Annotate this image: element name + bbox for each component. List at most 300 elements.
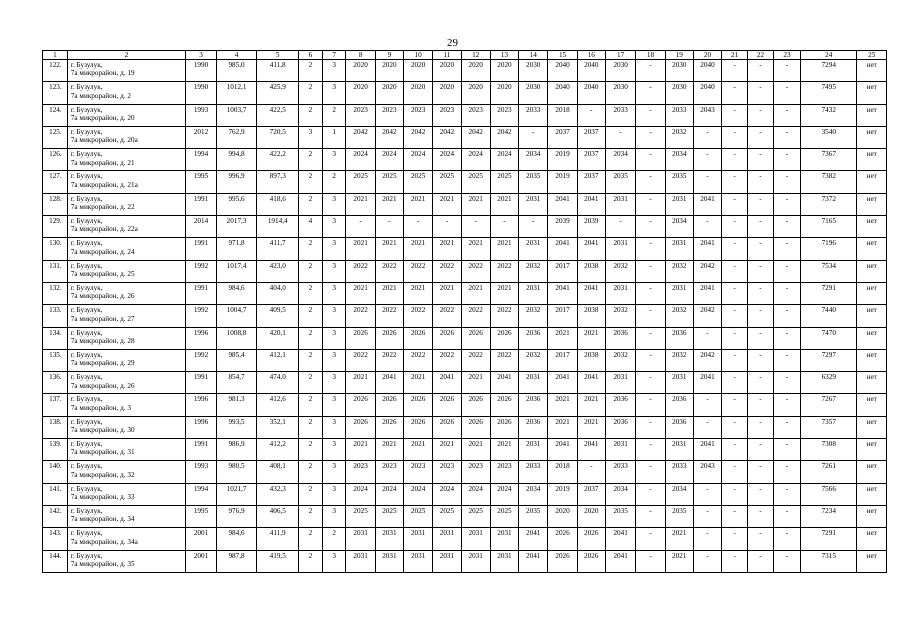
cell-col-18: - bbox=[636, 550, 665, 572]
cell-col-14: 2033 bbox=[519, 104, 548, 126]
cell-col-17: 2031 bbox=[605, 238, 635, 260]
cell-col-11: 2023 bbox=[433, 461, 461, 483]
cell-col-8: 2031 bbox=[346, 528, 375, 550]
cell-col-10: 2022 bbox=[403, 305, 432, 327]
cell-col-20: - bbox=[693, 149, 721, 171]
cell-col-9: 2024 bbox=[375, 483, 403, 505]
cell-col-21: - bbox=[722, 60, 748, 82]
cell-col-23: - bbox=[773, 238, 800, 260]
cell-col-14: 2041 bbox=[519, 528, 548, 550]
cell-col-22: - bbox=[748, 305, 774, 327]
cell-col-25: нет bbox=[857, 327, 887, 349]
cell-col-23: - bbox=[773, 461, 800, 483]
cell-col-9: 2023 bbox=[375, 461, 403, 483]
cell-col-4: 1003,7 bbox=[216, 104, 257, 126]
cell-col-5: 422,2 bbox=[257, 149, 299, 171]
cell-col-24: 7315 bbox=[801, 550, 857, 572]
cell-col-24: 6329 bbox=[801, 372, 857, 394]
cell-col-16: 2026 bbox=[577, 550, 605, 572]
cell-col-25: нет bbox=[857, 104, 887, 126]
address-street: 7а микрорайон, д. 33 bbox=[70, 493, 135, 502]
address-city: г. Бузулук, bbox=[70, 551, 103, 560]
cell-col-17: - bbox=[605, 216, 635, 238]
cell-col-6: 2 bbox=[299, 505, 323, 527]
cell-col-10: 2021 bbox=[403, 439, 432, 461]
address-city: г. Бузулук, bbox=[70, 127, 103, 136]
cell-col-5: 409,5 bbox=[257, 305, 299, 327]
address-street: 7а микрорайон, д. 26 bbox=[70, 292, 135, 301]
cell-col-15: 2041 bbox=[548, 282, 577, 304]
cell-col-6: 2 bbox=[299, 439, 323, 461]
cell-col-23: - bbox=[773, 483, 800, 505]
cell-col-5: 411,8 bbox=[257, 60, 299, 82]
cell-col-21: - bbox=[722, 126, 748, 148]
cell-col-20: 2041 bbox=[693, 193, 721, 215]
cell-col-5: 419,5 bbox=[257, 550, 299, 572]
cell-col-7: 3 bbox=[322, 483, 346, 505]
cell-col-16: 2038 bbox=[577, 349, 605, 371]
cell-col-6: 4 bbox=[299, 216, 323, 238]
cell-col-18: - bbox=[636, 171, 665, 193]
cell-col-14: 2030 bbox=[519, 82, 548, 104]
cell-col-13: 2022 bbox=[490, 349, 518, 371]
cell-col-5: 474,0 bbox=[257, 372, 299, 394]
cell-col-3: 1996 bbox=[186, 327, 216, 349]
cell-col-9: 2022 bbox=[375, 305, 403, 327]
table-row bbox=[43, 149, 887, 171]
cell-col-6: 2 bbox=[299, 238, 323, 260]
cell-col-14: 2034 bbox=[519, 483, 548, 505]
cell-col-23: - bbox=[773, 60, 800, 82]
cell-col-8: 2042 bbox=[346, 126, 375, 148]
cell-col-3: 1995 bbox=[186, 171, 216, 193]
cell-col-17: 2034 bbox=[605, 149, 635, 171]
cell-col-21: - bbox=[722, 327, 748, 349]
address-street: 7а микрорайон, д. 30 bbox=[70, 426, 135, 435]
row-number: 142. bbox=[43, 505, 68, 527]
cell-col-20: 2043 bbox=[693, 104, 721, 126]
address-cell bbox=[67, 126, 185, 148]
cell-col-14: 2032 bbox=[519, 349, 548, 371]
cell-col-20: 2041 bbox=[693, 372, 721, 394]
column-header: 5 bbox=[257, 51, 299, 60]
cell-col-24: 7297 bbox=[801, 349, 857, 371]
cell-col-5: 412,1 bbox=[257, 349, 299, 371]
cell-col-16: 2021 bbox=[577, 327, 605, 349]
cell-col-3: 1995 bbox=[186, 505, 216, 527]
cell-col-25: нет bbox=[857, 60, 887, 82]
cell-col-11: 2021 bbox=[433, 282, 461, 304]
cell-col-4: 971,8 bbox=[216, 238, 257, 260]
cell-col-15: 2017 bbox=[548, 349, 577, 371]
cell-col-24: 7308 bbox=[801, 439, 857, 461]
table-row bbox=[43, 349, 887, 371]
column-header: 21 bbox=[722, 51, 748, 60]
cell-col-25: нет bbox=[857, 505, 887, 527]
address-street: 7а микрорайон, д. 32 bbox=[70, 470, 135, 479]
cell-col-7: 3 bbox=[322, 305, 346, 327]
cell-col-10: 2026 bbox=[403, 416, 432, 438]
row-number: 127. bbox=[43, 171, 68, 193]
cell-col-9: 2021 bbox=[375, 193, 403, 215]
cell-col-19: 2034 bbox=[665, 216, 693, 238]
cell-col-10: 2021 bbox=[403, 282, 432, 304]
cell-col-12: 2021 bbox=[461, 238, 490, 260]
cell-col-14: 2031 bbox=[519, 282, 548, 304]
cell-col-9: 2026 bbox=[375, 416, 403, 438]
cell-col-8: 2026 bbox=[346, 327, 375, 349]
cell-col-25: нет bbox=[857, 126, 887, 148]
cell-col-14: 2031 bbox=[519, 193, 548, 215]
cell-col-7: 3 bbox=[322, 149, 346, 171]
cell-col-20: - bbox=[693, 216, 721, 238]
cell-col-25: нет bbox=[857, 528, 887, 550]
table-row bbox=[43, 483, 887, 505]
cell-col-13: 2025 bbox=[490, 505, 518, 527]
column-header: 23 bbox=[773, 51, 800, 60]
cell-col-12: 2021 bbox=[461, 372, 490, 394]
cell-col-3: 2012 bbox=[186, 126, 216, 148]
page-number: 29 bbox=[447, 37, 458, 49]
cell-col-22: - bbox=[748, 282, 774, 304]
cell-col-10: 2042 bbox=[403, 126, 432, 148]
cell-col-12: 2022 bbox=[461, 349, 490, 371]
cell-col-5: 720,5 bbox=[257, 126, 299, 148]
cell-col-21: - bbox=[722, 149, 748, 171]
table-row bbox=[43, 238, 887, 260]
row-number: 131. bbox=[43, 260, 68, 282]
table-row bbox=[43, 171, 887, 193]
column-header: 16 bbox=[577, 51, 605, 60]
cell-col-23: - bbox=[773, 327, 800, 349]
cell-col-24: 7291 bbox=[801, 282, 857, 304]
cell-col-7: 3 bbox=[322, 60, 346, 82]
cell-col-20: - bbox=[693, 416, 721, 438]
cell-col-4: 985,0 bbox=[216, 60, 257, 82]
row-number: 135. bbox=[43, 349, 68, 371]
cell-col-15: 2020 bbox=[548, 505, 577, 527]
cell-col-22: - bbox=[748, 216, 774, 238]
cell-col-13: 2026 bbox=[490, 394, 518, 416]
address-city: г. Бузулук, bbox=[70, 417, 103, 426]
cell-col-22: - bbox=[748, 104, 774, 126]
row-number: 139. bbox=[43, 439, 68, 461]
column-header: 12 bbox=[461, 51, 490, 60]
cell-col-14: 2035 bbox=[519, 505, 548, 527]
cell-col-12: 2031 bbox=[461, 528, 490, 550]
cell-col-5: 418,6 bbox=[257, 193, 299, 215]
row-number: 125. bbox=[43, 126, 68, 148]
cell-col-16: 2037 bbox=[577, 483, 605, 505]
cell-col-23: - bbox=[773, 372, 800, 394]
cell-col-5: 432,3 bbox=[257, 483, 299, 505]
address-cell bbox=[67, 372, 185, 394]
cell-col-5: 420,1 bbox=[257, 327, 299, 349]
column-header: 6 bbox=[299, 51, 323, 60]
cell-col-3: 1992 bbox=[186, 305, 216, 327]
cell-col-11: 2025 bbox=[433, 505, 461, 527]
cell-col-12: 2023 bbox=[461, 461, 490, 483]
cell-col-25: нет bbox=[857, 483, 887, 505]
cell-col-4: 985,4 bbox=[216, 349, 257, 371]
cell-col-18: - bbox=[636, 439, 665, 461]
cell-col-19: 2034 bbox=[665, 483, 693, 505]
cell-col-10: 2024 bbox=[403, 483, 432, 505]
cell-col-25: нет bbox=[857, 439, 887, 461]
cell-col-7: 3 bbox=[322, 461, 346, 483]
cell-col-9: 2022 bbox=[375, 349, 403, 371]
row-number: 143. bbox=[43, 528, 68, 550]
cell-col-19: 2032 bbox=[665, 349, 693, 371]
cell-col-16: 2037 bbox=[577, 171, 605, 193]
cell-col-5: 408,1 bbox=[257, 461, 299, 483]
cell-col-24: 7432 bbox=[801, 104, 857, 126]
cell-col-23: - bbox=[773, 550, 800, 572]
cell-col-22: - bbox=[748, 483, 774, 505]
cell-col-21: - bbox=[722, 416, 748, 438]
row-number: 138. bbox=[43, 416, 68, 438]
cell-col-20: 2040 bbox=[693, 60, 721, 82]
cell-col-18: - bbox=[636, 216, 665, 238]
cell-col-16: 2041 bbox=[577, 238, 605, 260]
table-row bbox=[43, 394, 887, 416]
cell-col-6: 2 bbox=[299, 550, 323, 572]
cell-col-8: 2021 bbox=[346, 372, 375, 394]
cell-col-10: - bbox=[403, 216, 432, 238]
column-header: 13 bbox=[490, 51, 518, 60]
cell-col-25: нет bbox=[857, 171, 887, 193]
cell-col-14: 2031 bbox=[519, 439, 548, 461]
cell-col-22: - bbox=[748, 327, 774, 349]
cell-col-22: - bbox=[748, 60, 774, 82]
cell-col-7: 3 bbox=[322, 505, 346, 527]
cell-col-14: 2032 bbox=[519, 305, 548, 327]
column-header: 9 bbox=[375, 51, 403, 60]
cell-col-25: нет bbox=[857, 461, 887, 483]
cell-col-25: нет bbox=[857, 416, 887, 438]
cell-col-15: 2041 bbox=[548, 439, 577, 461]
column-header: 2 bbox=[67, 51, 185, 60]
cell-col-22: - bbox=[748, 260, 774, 282]
address-city: г. Бузулук, bbox=[70, 105, 103, 114]
cell-col-21: - bbox=[722, 439, 748, 461]
cell-col-17: 2032 bbox=[605, 260, 635, 282]
cell-col-4: 854,7 bbox=[216, 372, 257, 394]
cell-col-13: 2024 bbox=[490, 483, 518, 505]
cell-col-18: - bbox=[636, 461, 665, 483]
cell-col-24: 7357 bbox=[801, 416, 857, 438]
cell-col-20: - bbox=[693, 528, 721, 550]
cell-col-9: 2021 bbox=[375, 238, 403, 260]
address-cell bbox=[67, 282, 185, 304]
cell-col-21: - bbox=[722, 216, 748, 238]
cell-col-4: 1021,7 bbox=[216, 483, 257, 505]
cell-col-21: - bbox=[722, 461, 748, 483]
address-city: г. Бузулук, bbox=[70, 395, 103, 404]
cell-col-11: 2025 bbox=[433, 171, 461, 193]
cell-col-20: 2043 bbox=[693, 461, 721, 483]
cell-col-8: 2021 bbox=[346, 282, 375, 304]
column-header: 8 bbox=[346, 51, 375, 60]
cell-col-6: 2 bbox=[299, 171, 323, 193]
cell-col-23: - bbox=[773, 260, 800, 282]
cell-col-13: 2022 bbox=[490, 260, 518, 282]
address-city: г. Бузулук, bbox=[70, 83, 103, 92]
cell-col-25: нет bbox=[857, 305, 887, 327]
cell-col-17: 2031 bbox=[605, 372, 635, 394]
address-street: 7а микрорайон, д. 21 bbox=[70, 158, 135, 167]
cell-col-18: - bbox=[636, 327, 665, 349]
cell-col-23: - bbox=[773, 416, 800, 438]
cell-col-4: 981,3 bbox=[216, 394, 257, 416]
cell-col-9: 2020 bbox=[375, 82, 403, 104]
cell-col-22: - bbox=[748, 149, 774, 171]
cell-col-3: 1991 bbox=[186, 193, 216, 215]
address-cell bbox=[67, 528, 185, 550]
row-number: 133. bbox=[43, 305, 68, 327]
cell-col-15: 2037 bbox=[548, 126, 577, 148]
cell-col-20: 2041 bbox=[693, 282, 721, 304]
table-row bbox=[43, 461, 887, 483]
cell-col-7: 3 bbox=[322, 82, 346, 104]
cell-col-10: 2024 bbox=[403, 149, 432, 171]
cell-col-5: 411,7 bbox=[257, 238, 299, 260]
cell-col-19: 2033 bbox=[665, 461, 693, 483]
cell-col-15: 2019 bbox=[548, 171, 577, 193]
cell-col-12: 2042 bbox=[461, 126, 490, 148]
address-city: г. Бузулук, bbox=[70, 283, 103, 292]
cell-col-15: 2026 bbox=[548, 550, 577, 572]
cell-col-3: 1993 bbox=[186, 461, 216, 483]
table-row bbox=[43, 282, 887, 304]
cell-col-18: - bbox=[636, 149, 665, 171]
cell-col-20: - bbox=[693, 126, 721, 148]
cell-col-8: 2025 bbox=[346, 505, 375, 527]
cell-col-3: 2001 bbox=[186, 528, 216, 550]
address-cell bbox=[67, 505, 185, 527]
table-row bbox=[43, 104, 887, 126]
cell-col-21: - bbox=[722, 305, 748, 327]
column-header: 10 bbox=[403, 51, 432, 60]
cell-col-5: 412,2 bbox=[257, 439, 299, 461]
address-cell bbox=[67, 149, 185, 171]
cell-col-9: - bbox=[375, 216, 403, 238]
address-street: 7а микрорайон, д. 24 bbox=[70, 247, 135, 256]
cell-col-19: 2031 bbox=[665, 439, 693, 461]
cell-col-17: 2036 bbox=[605, 416, 635, 438]
cell-col-23: - bbox=[773, 82, 800, 104]
cell-col-13: 2020 bbox=[490, 60, 518, 82]
cell-col-18: - bbox=[636, 416, 665, 438]
row-number: 122. bbox=[43, 60, 68, 82]
address-city: г. Бузулук, bbox=[70, 172, 103, 181]
cell-col-19: 2031 bbox=[665, 372, 693, 394]
column-header: 18 bbox=[636, 51, 665, 60]
cell-col-5: 352,1 bbox=[257, 416, 299, 438]
cell-col-12: 2024 bbox=[461, 483, 490, 505]
cell-col-3: 1991 bbox=[186, 439, 216, 461]
cell-col-6: 2 bbox=[299, 282, 323, 304]
cell-col-24: 7534 bbox=[801, 260, 857, 282]
cell-col-4: 1004,7 bbox=[216, 305, 257, 327]
cell-col-24: 3540 bbox=[801, 126, 857, 148]
cell-col-12: 2020 bbox=[461, 60, 490, 82]
address-street: 7а микрорайон, д. 20 bbox=[70, 114, 135, 122]
cell-col-21: - bbox=[722, 82, 748, 104]
cell-col-18: - bbox=[636, 193, 665, 215]
cell-col-12: 2021 bbox=[461, 282, 490, 304]
cell-col-18: - bbox=[636, 372, 665, 394]
cell-col-20: 2042 bbox=[693, 260, 721, 282]
cell-col-18: - bbox=[636, 238, 665, 260]
cell-col-21: - bbox=[722, 528, 748, 550]
cell-col-16: 2039 bbox=[577, 216, 605, 238]
cell-col-15: 2021 bbox=[548, 394, 577, 416]
cell-col-16: 2041 bbox=[577, 282, 605, 304]
cell-col-23: - bbox=[773, 104, 800, 126]
cell-col-19: 2036 bbox=[665, 394, 693, 416]
cell-col-4: 2017,3 bbox=[216, 216, 257, 238]
column-header: 17 bbox=[605, 51, 635, 60]
cell-col-11: 2023 bbox=[433, 104, 461, 126]
column-header: 24 bbox=[801, 51, 857, 60]
cell-col-8: 2021 bbox=[346, 193, 375, 215]
cell-col-4: 1008,8 bbox=[216, 327, 257, 349]
address-city: г. Бузулук, bbox=[70, 484, 103, 493]
cell-col-13: 2023 bbox=[490, 461, 518, 483]
cell-col-7: 3 bbox=[322, 282, 346, 304]
cell-col-14: 2036 bbox=[519, 394, 548, 416]
table-row bbox=[43, 82, 887, 104]
column-header: 25 bbox=[857, 51, 887, 60]
cell-col-4: 996,9 bbox=[216, 171, 257, 193]
cell-col-22: - bbox=[748, 372, 774, 394]
cell-col-18: - bbox=[636, 394, 665, 416]
cell-col-15: 2041 bbox=[548, 372, 577, 394]
cell-col-14: 2036 bbox=[519, 416, 548, 438]
cell-col-5: 412,6 bbox=[257, 394, 299, 416]
cell-col-16: 2037 bbox=[577, 126, 605, 148]
cell-col-14: 2035 bbox=[519, 171, 548, 193]
cell-col-6: 2 bbox=[299, 327, 323, 349]
address-cell bbox=[67, 104, 185, 126]
cell-col-13: 2021 bbox=[490, 439, 518, 461]
table-row bbox=[43, 60, 887, 82]
cell-col-11: 2021 bbox=[433, 238, 461, 260]
cell-col-18: - bbox=[636, 505, 665, 527]
cell-col-18: - bbox=[636, 260, 665, 282]
cell-col-8: 2023 bbox=[346, 104, 375, 126]
cell-col-11: 2020 bbox=[433, 60, 461, 82]
address-cell bbox=[67, 439, 185, 461]
cell-col-14: 2032 bbox=[519, 260, 548, 282]
cell-col-25: нет bbox=[857, 260, 887, 282]
column-header: 4 bbox=[216, 51, 257, 60]
housing-table bbox=[42, 50, 887, 573]
cell-col-25: нет bbox=[857, 282, 887, 304]
cell-col-16: - bbox=[577, 461, 605, 483]
cell-col-22: - bbox=[748, 171, 774, 193]
address-street: 7а микрорайон, д. 26 bbox=[70, 381, 135, 390]
cell-col-13: 2026 bbox=[490, 416, 518, 438]
cell-col-17: 2032 bbox=[605, 305, 635, 327]
cell-col-25: нет bbox=[857, 394, 887, 416]
cell-col-16: 2037 bbox=[577, 149, 605, 171]
cell-col-13: 2021 bbox=[490, 193, 518, 215]
cell-col-8: 2024 bbox=[346, 149, 375, 171]
cell-col-3: 1990 bbox=[186, 82, 216, 104]
cell-col-19: 2031 bbox=[665, 238, 693, 260]
